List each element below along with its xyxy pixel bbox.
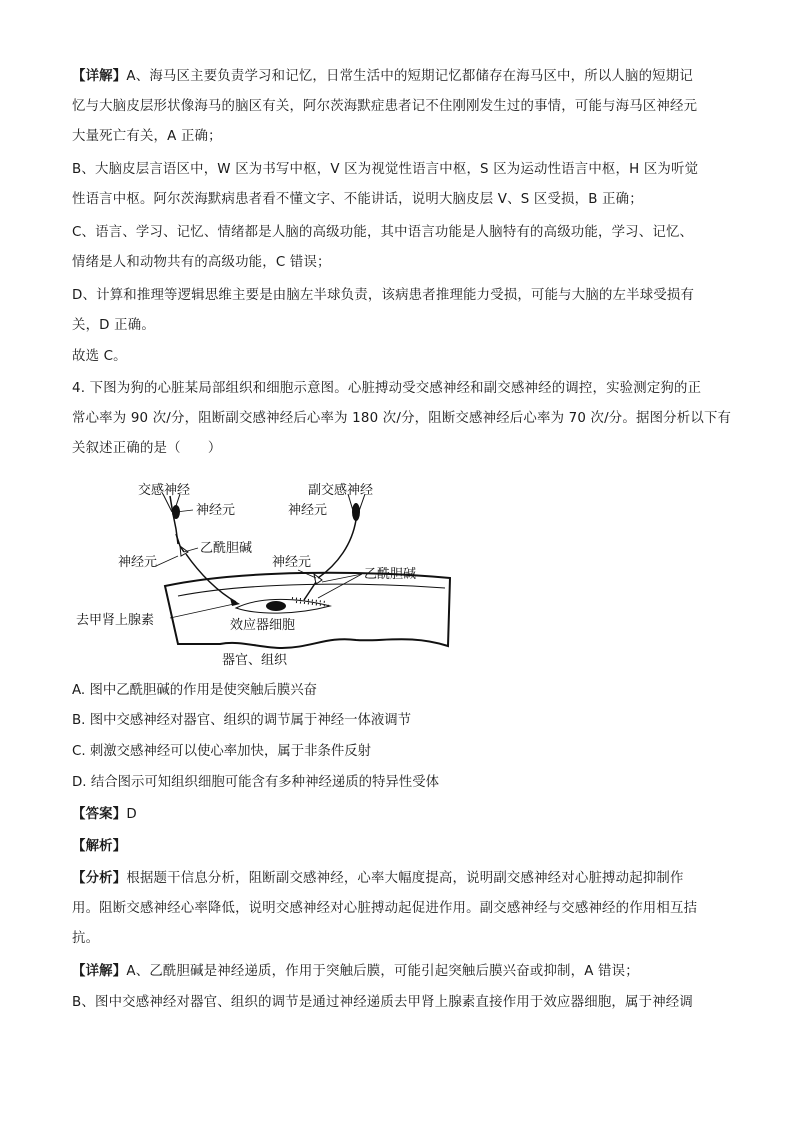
parasympathetic-axon bbox=[318, 520, 356, 578]
option-a: A. 图中乙酰胆碱的作用是使突触后膜兴奋 bbox=[72, 683, 318, 698]
heart-tissue-diagram bbox=[60, 474, 460, 674]
detail-2-line-2: B、图中交感神经对器官、组织的调节是通过神经递质去甲肾上腺素直接作用于效应器细胞，属于神经调 bbox=[72, 995, 693, 1010]
leader-noradrenaline bbox=[170, 604, 234, 618]
detail-2-tag: 【详解】 bbox=[72, 964, 127, 979]
label-neuron-a: 神经元 bbox=[196, 503, 236, 518]
para-4-line-1: D、计算和推理等逻辑思维主要是由脑左半球负责，该病患者推理能力受损，可能与大脑的左半球受损有 bbox=[72, 288, 695, 303]
parasympathetic-cell-body bbox=[352, 503, 360, 521]
leader-ach-2b bbox=[318, 574, 362, 598]
label-ach-2: 乙酰胆碱 bbox=[364, 567, 417, 582]
question-4-line-2: 常心率为 90 次/分，阻断副交感神经后心率为 180 次/分，阻断交感神经后心率为 70 次/分。据图分析以下有 bbox=[72, 411, 732, 426]
analysis-tag: 【解析】 bbox=[72, 839, 127, 854]
question-4-line-3: 关叙述正确的是（ ） bbox=[72, 441, 222, 456]
answer-tag: 【答案】 bbox=[72, 807, 127, 822]
option-d: D. 结合图示可知组织细胞可能含有多种神经递质的特异性受体 bbox=[72, 775, 439, 790]
label-parasympathetic: 副交感神经 bbox=[308, 483, 374, 498]
fenxi-tag: 【分析】 bbox=[72, 871, 127, 886]
label-sympathetic: 交感神经 bbox=[138, 483, 191, 498]
answer-value: D bbox=[126, 807, 137, 822]
question-4-line-1: 4. 下图为狗的心脏某局部组织和细胞示意图。心脏搏动受交感神经和副交感神经的调控，实验测定狗的正 bbox=[72, 381, 702, 396]
diagram-svg bbox=[60, 474, 460, 674]
label-neuron-b: 神经元 bbox=[288, 503, 328, 518]
label-noradrenaline: 去甲肾上腺素 bbox=[76, 613, 155, 628]
para-2-line-2: 性语言中枢。阿尔茨海默病患者看不懂文字、不能讲话，说明大脑皮层 V、S 区受损，B 正确； bbox=[72, 192, 643, 207]
fenxi-line-3: 抗。 bbox=[72, 931, 100, 946]
option-b: B. 图中交感神经对器官、组织的调节属于神经一体液调节 bbox=[72, 713, 412, 728]
detail-2-text: A、乙酰胆碱是神经递质，作用于突触后膜，可能引起突触后膜兴奋或抑制，A 错误； bbox=[126, 964, 639, 979]
para-3-line-1: C、语言、学习、记忆、情绪都是人脑的高级功能，其中语言功能是人脑特有的高级功能，学习、记忆、 bbox=[72, 225, 694, 240]
para-1-line-1 bbox=[72, 62, 722, 92]
option-c: C. 刺激交感神经可以使心率加快，属于非条件反射 bbox=[72, 744, 372, 759]
para-4-line-2: 关，D 正确。 bbox=[72, 318, 155, 333]
leader-neuron-c bbox=[156, 556, 178, 566]
fenxi-line-2: 用。阻断交感神经心率降低，说明交感神经对心脏搏动起促进作用。副交感神经与交感神经的作用相互拮 bbox=[72, 901, 698, 916]
detail-tag: 【详解】 bbox=[72, 69, 127, 84]
para-3-line-2: 情绪是人和动物共有的高级功能，C 错误； bbox=[72, 255, 331, 270]
label-organ: 器官、组织 bbox=[222, 653, 288, 668]
leader-ach-2a bbox=[322, 574, 362, 582]
effector-nucleus bbox=[266, 601, 286, 611]
para-1-line-3: 大量死亡有关，A 正确； bbox=[72, 129, 222, 144]
analysis-heading bbox=[72, 832, 722, 862]
para-text: A、海马区主要负责学习和记忆，日常生活中的短期记忆都储存在海马区中，所以人脑的短期记 bbox=[126, 69, 693, 84]
para-2-line-1: B、大脑皮层言语区中，W 区为书写中枢，V 区为视觉性语言中枢，S 区为运动性语言中枢，H 区为听觉 bbox=[72, 162, 699, 177]
fenxi-line-1 bbox=[72, 864, 722, 894]
detail-2-line-1 bbox=[72, 957, 722, 987]
para-1-line-2: 忆与大脑皮层形状像海马的脑区有关，阿尔茨海默症患者记不住刚刚发生过的事情，可能与海马区神经元 bbox=[72, 99, 698, 114]
answer-line bbox=[72, 800, 722, 830]
label-neuron-c: 神经元 bbox=[118, 555, 158, 570]
conclusion: 故选 C。 bbox=[72, 349, 127, 364]
label-ach-1: 乙酰胆碱 bbox=[200, 541, 253, 556]
fenxi-text: 根据题干信息分析，阻断副交感神经，心率大幅度提高，说明副交感神经对心脏搏动起抑制作 bbox=[126, 871, 684, 886]
label-effector: 效应器细胞 bbox=[230, 618, 296, 633]
label-neuron-d: 神经元 bbox=[272, 555, 312, 570]
